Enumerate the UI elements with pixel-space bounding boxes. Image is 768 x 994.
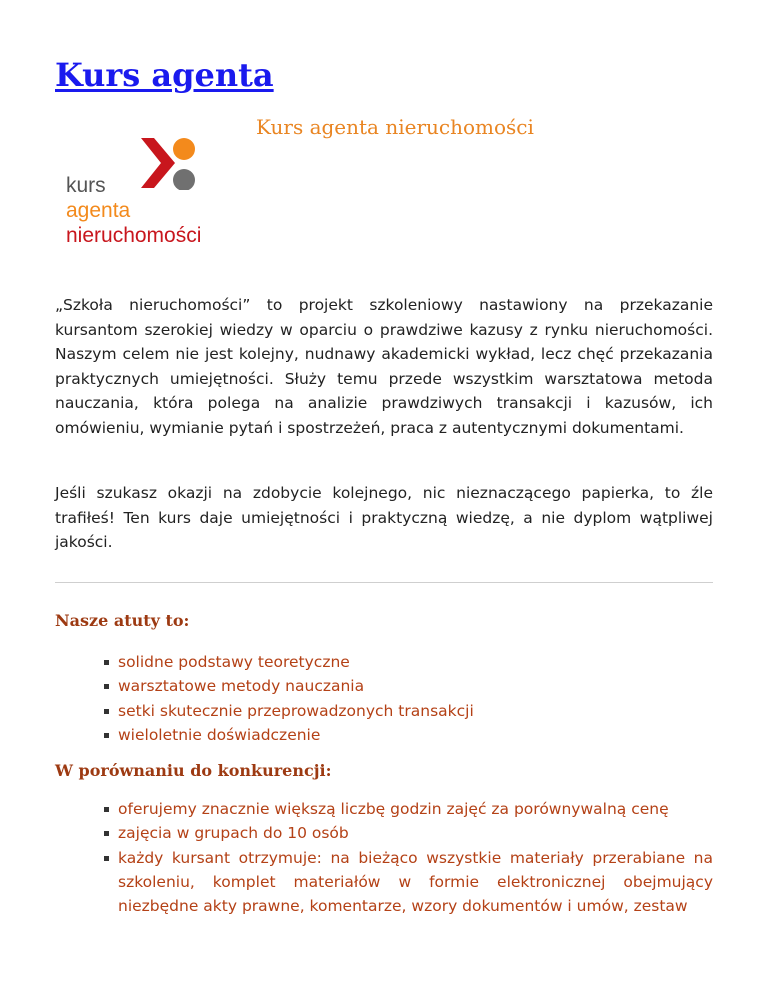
strengths-list [102, 650, 713, 747]
page-title[interactable]: Kurs agenta [55, 56, 274, 94]
strengths-heading: Nasze atuty to: [55, 611, 190, 630]
list-item: oferujemy znacznie większą liczbę godzin zajęć za porównywalną cenę [102, 797, 713, 821]
warning-paragraph: Jeśli szukasz okazji na zdobycie kolejnego, nic nieznaczącego papierka, to źle trafiłeś! Ten kurs daje umiejętności i praktyczną wiedzę, a nie dyplom wątpliwej jakości. [55, 484, 713, 551]
intro-paragraph: „Szkoła nieruchomości” to projekt szkoleniowy nastawiony na przekazanie kursantom szerokiej wiedzy w oparciu o prawdziwe kazusy z rynku nieruchomości. Naszym celem nie jest kolejny, nudnawy akademicki wykład, lecz chęć przekazania praktycznych umiejętności. Służy temu przede wszystkim warsztatowa metoda nauczania, która polega na analizie prawdziwych transakcji i kazusów, ich omówieniu, wymianie pytań i spostrzeżeń, praca z autentycznymi dokumentami. [55, 296, 713, 437]
course-logo [62, 130, 232, 255]
logo-word-agenta: agenta [66, 199, 131, 222]
list-item: warsztatowe metody nauczania [102, 674, 713, 698]
list-item: wieloletnie doświadczenie [102, 723, 713, 747]
logo-word-nieruchomosci: nieruchomości [66, 224, 202, 247]
section-divider [55, 582, 713, 583]
logo-word-kurs: kurs [66, 174, 106, 197]
list-item: solidne podstawy teoretyczne [102, 650, 713, 674]
comparison-list [102, 797, 713, 918]
list-item: zajęcia w grupach do 10 osób [102, 821, 713, 845]
list-item: setki skutecznie przeprowadzonych transakcji [102, 699, 713, 723]
comparison-heading: W porównaniu do konkurencji: [55, 761, 332, 780]
page-subtitle: Kurs agenta nieruchomości [256, 115, 534, 139]
list-item: każdy kursant otrzymuje: na bieżąco wszystkie materiały przerabiane na szkoleniu, komplet materiałów w formie elektronicznej obejmujący niezbędne akty prawne, komentarze, wzory dokumentów i umów, zestaw [102, 846, 713, 919]
